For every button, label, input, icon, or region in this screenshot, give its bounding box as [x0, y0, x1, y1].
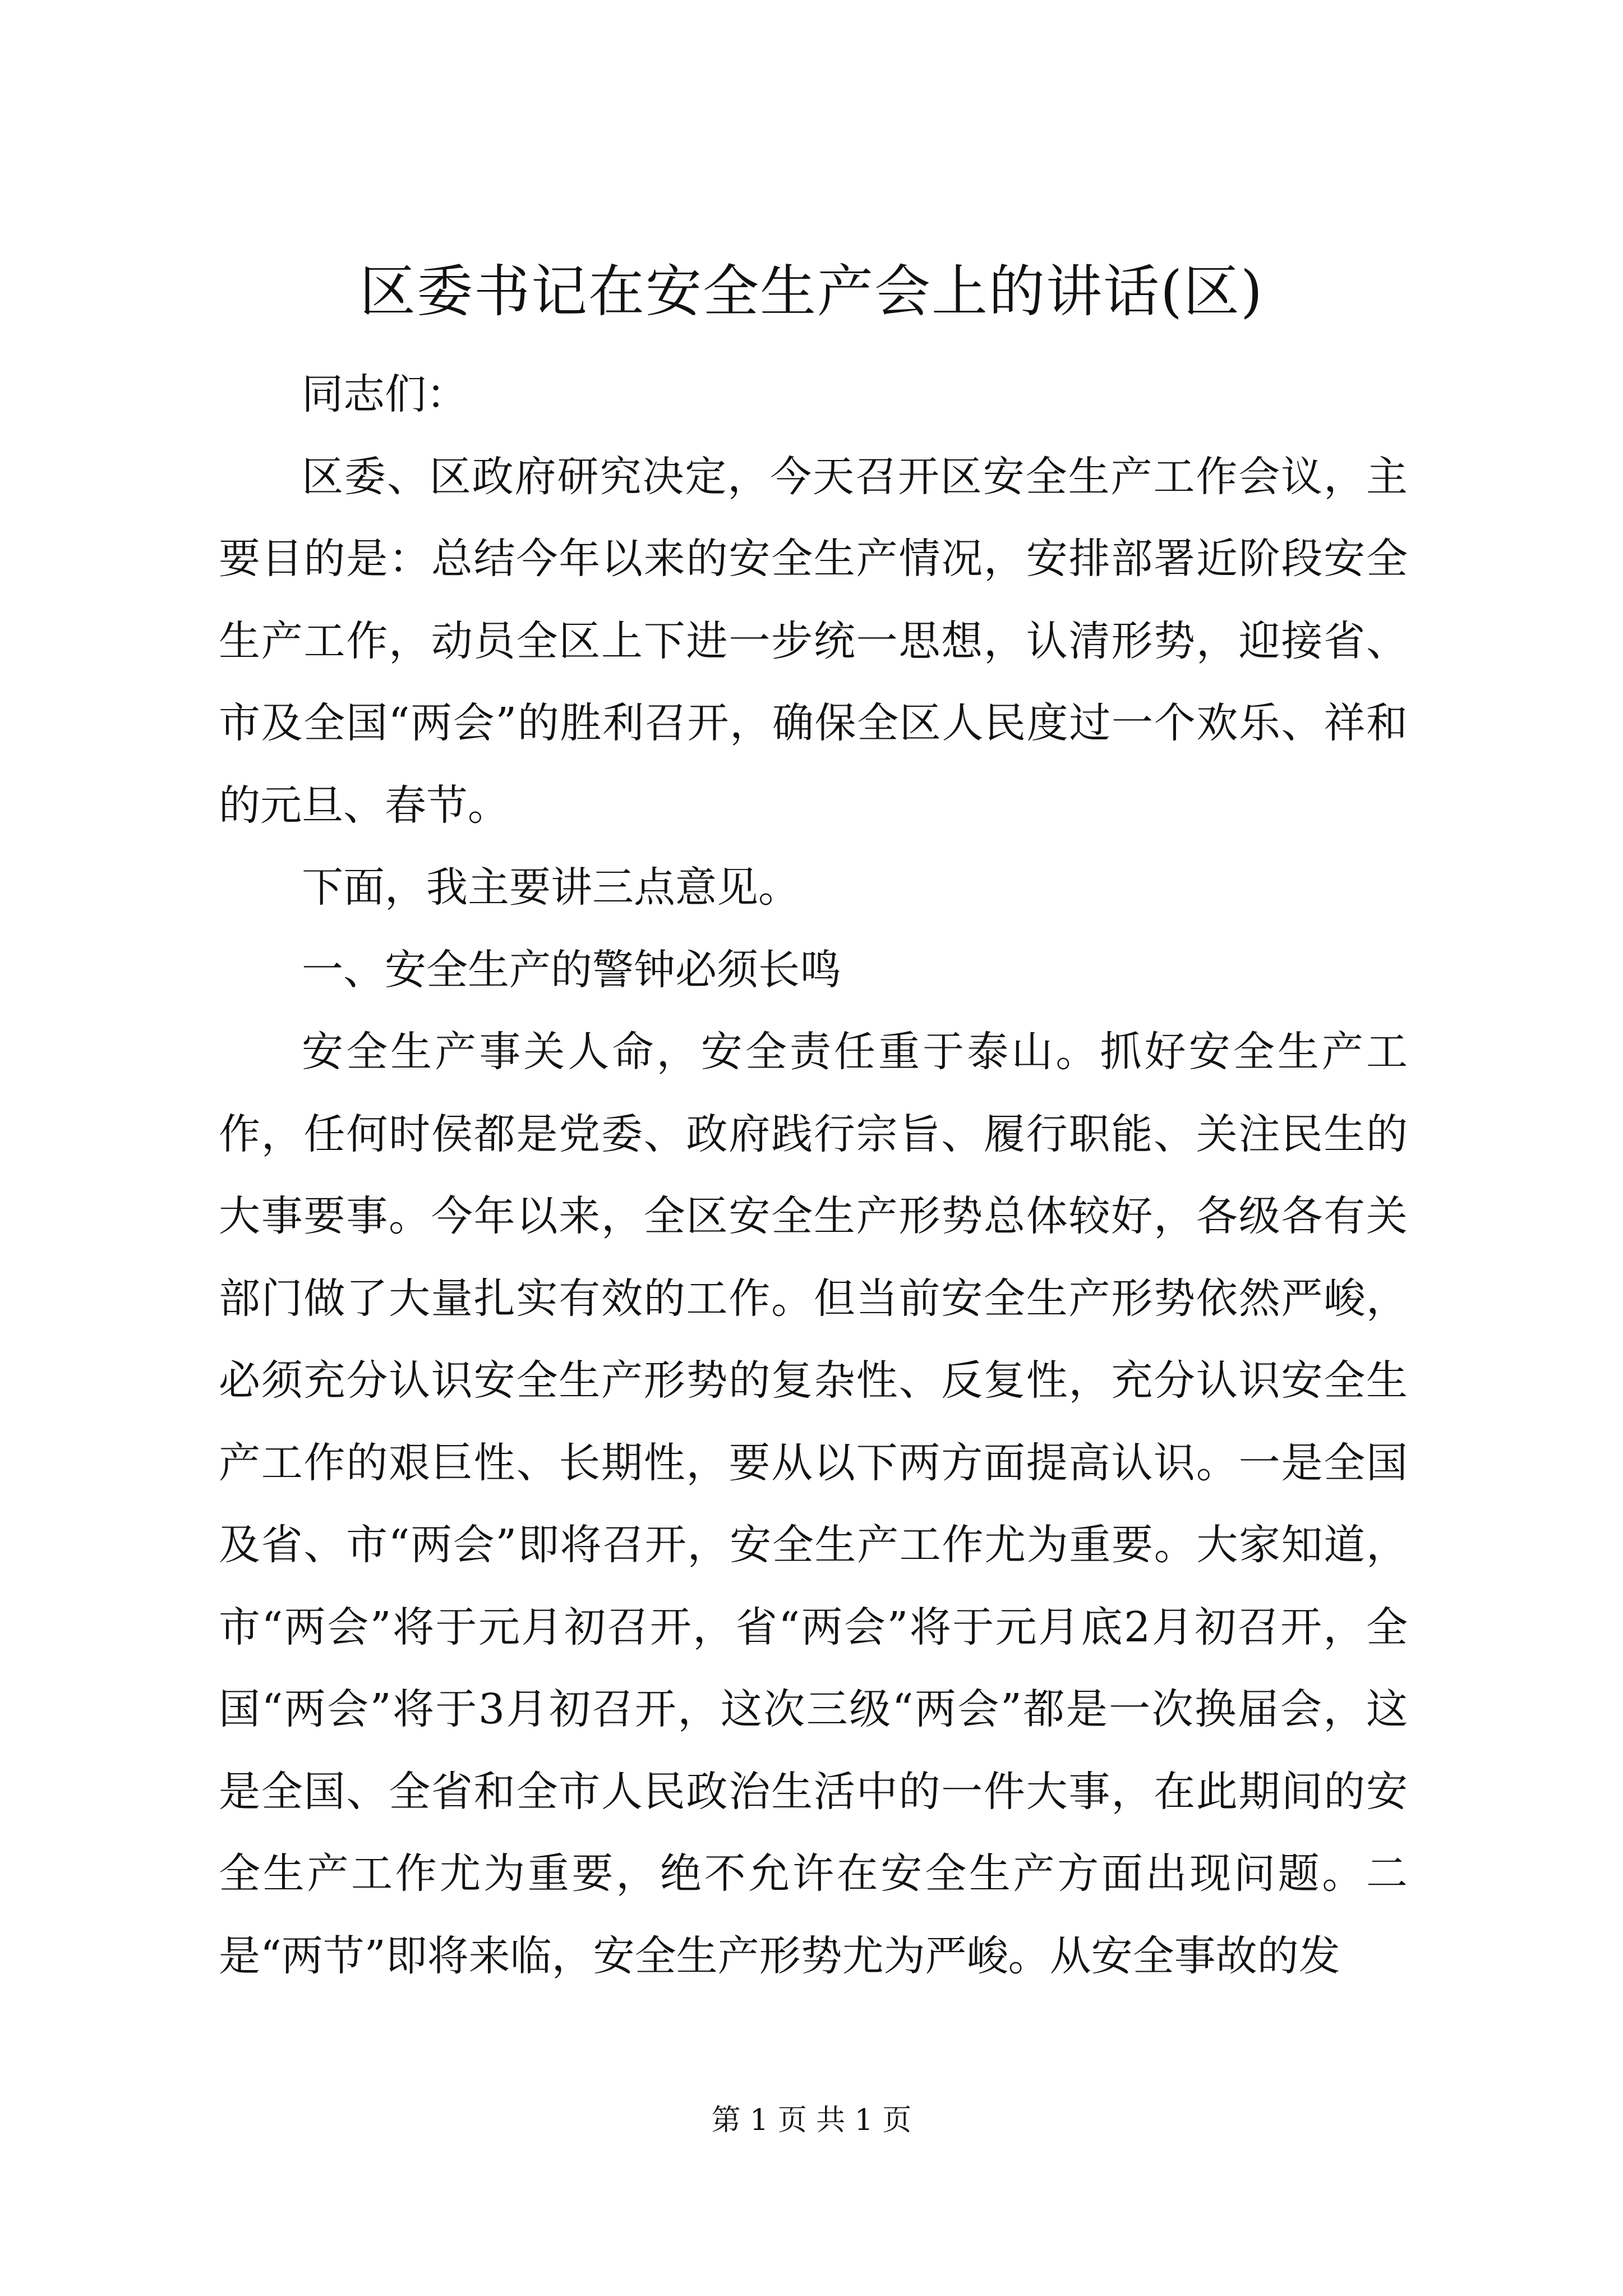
page-footer: 第 1 页 共 1 页	[711, 2104, 912, 2137]
section-heading-1: 一、安全生产的警钟必须长鸣	[302, 945, 841, 994]
paragraph-outline: 下面，我主要讲三点意见。	[302, 863, 800, 912]
paragraph-section-1: 安全生产事关人命，安全责任重于泰山。抓好安全生产工作，任何时侯都是党委、政府践行宗旨、履行职能、关注民生的大事要事。今年以来，全区安全生产形势总体较好，各级各有关部门做了大量扎实有效的工作。但当前安全生产形势依然严峻，必须充分认识安全生产形势的复杂性、反复性，充分认识安全生产工作的艰巨性、长期性，要从以下两方面提高认识。一是全国及省、市“两会”即将召开，安全生产工作尤为重要。大家知道，市“两会”将于元月初召开，省“两会”将于元月底2月初召开，全国“两会”将于3月初召开，这次三级“两会”都是一次换届会，这是全国、全省和全市人民政治生活中的一件大事，在此期间的安全生产工作尤为重要，绝不允许在安全生产方面出现问题。二是“两节”即将来临，安全生产形势尤为严峻。从安全事故的发	[219, 1028, 1408, 1980]
paragraph-intro: 区委、区政府研究决定，今天召开区安全生产工作会议，主要目的是：总结今年以来的安全生产情况，安排部署近阶段安全生产工作，动员全区上下进一步统一思想，认清形势，迎接省、市及全国“两会”的胜利召开，确保全区人民度过一个欢乐、祥和的元旦、春节。	[219, 452, 1408, 830]
salutation: 同志们：	[302, 370, 468, 418]
document-title: 区委书记在安全生产会上的讲话(区)	[359, 259, 1264, 324]
document-body	[219, 353, 1408, 1997]
